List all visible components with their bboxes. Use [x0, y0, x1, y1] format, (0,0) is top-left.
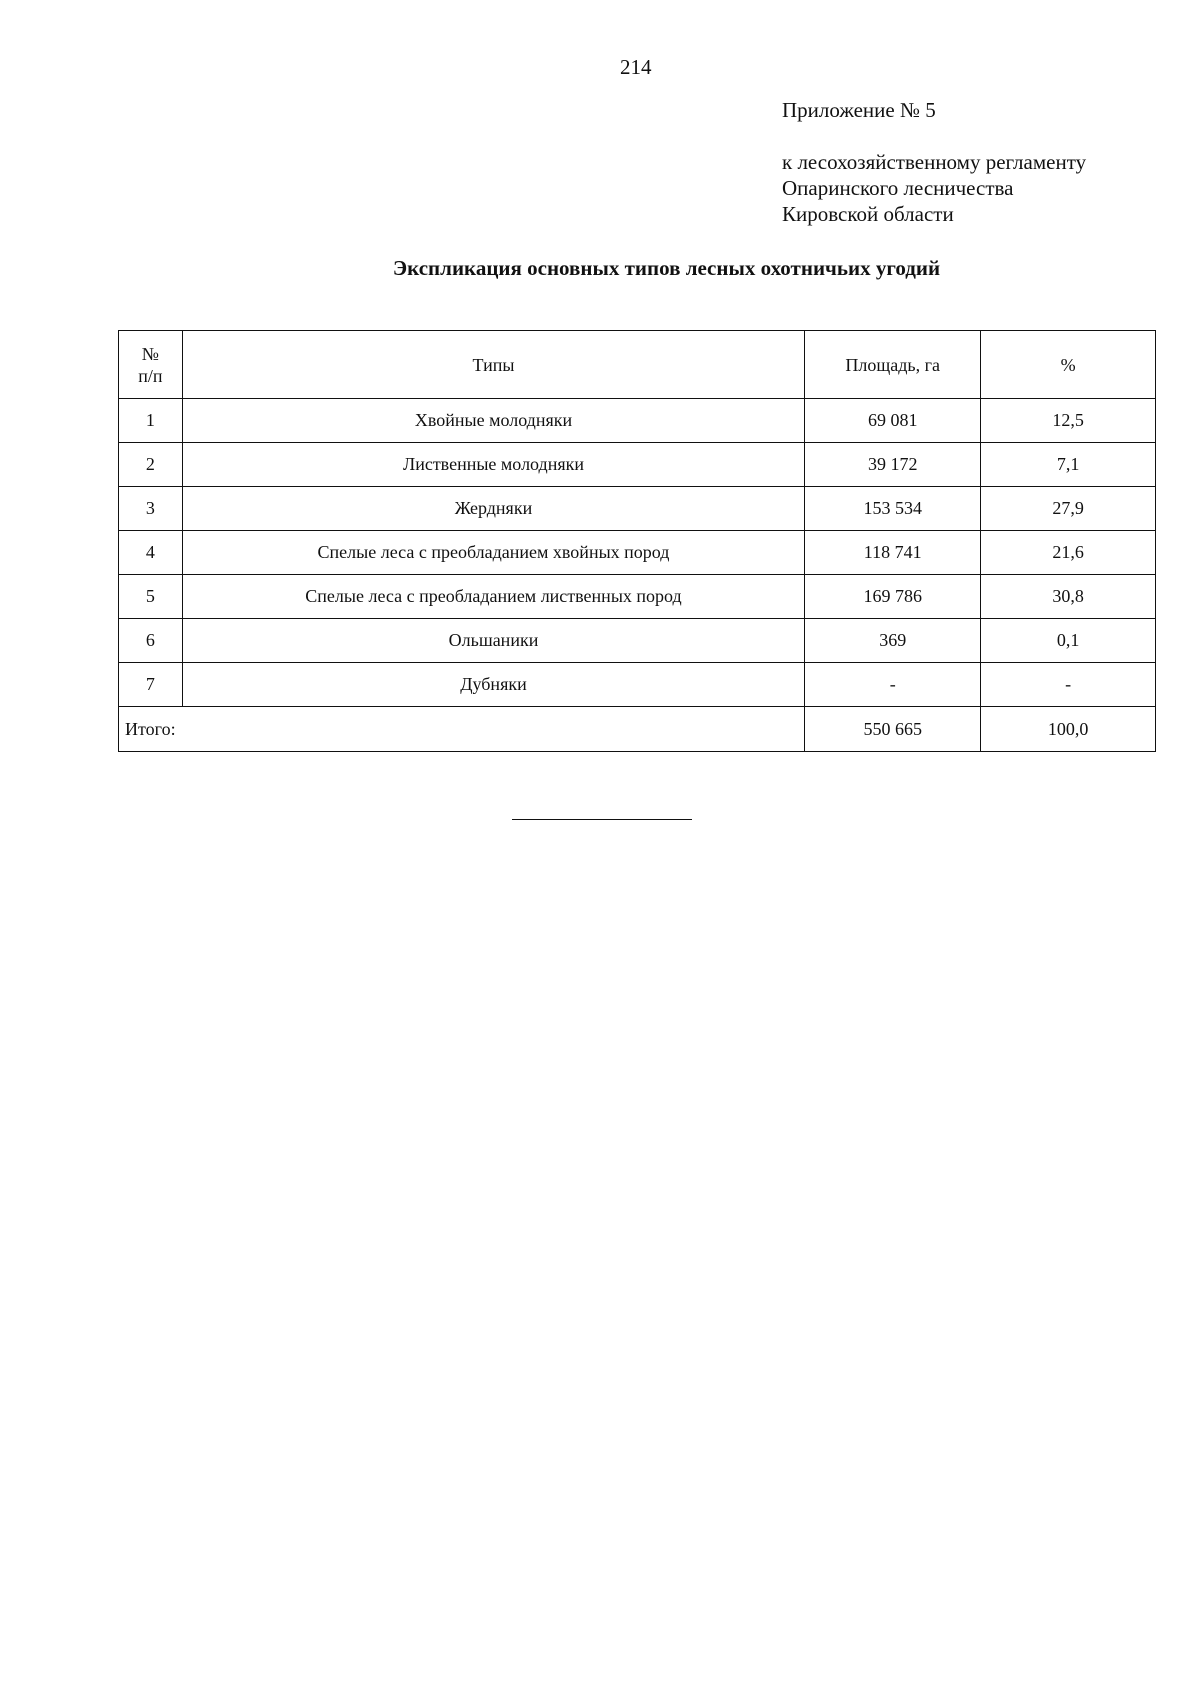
row-type: Дубняки	[182, 663, 804, 707]
row-number: 6	[119, 619, 183, 663]
row-number: 5	[119, 575, 183, 619]
row-number: 3	[119, 487, 183, 531]
header-number-line1: №	[141, 343, 159, 364]
table-row	[119, 531, 1156, 575]
appendix-line: к лесохозяйственному регламенту	[782, 150, 1087, 174]
table-row	[119, 487, 1156, 531]
total-label: Итого:	[119, 707, 805, 752]
row-area: 169 786	[805, 575, 981, 619]
row-percent: -	[981, 663, 1156, 707]
row-type: Хвойные молодняки	[182, 399, 804, 443]
row-percent: 0,1	[981, 619, 1156, 663]
header-number	[119, 331, 183, 399]
row-number: 4	[119, 531, 183, 575]
table-row	[119, 575, 1156, 619]
explication-table	[118, 330, 1156, 752]
appendix-title: Приложение № 5	[782, 98, 936, 122]
row-type: Ольшаники	[182, 619, 804, 663]
table-row	[119, 443, 1156, 487]
header-percent: %	[981, 331, 1156, 399]
row-type: Жердняки	[182, 487, 804, 531]
header-area: Площадь, га	[805, 331, 981, 399]
total-percent: 100,0	[981, 707, 1156, 752]
row-number: 2	[119, 443, 183, 487]
row-area: 153 534	[805, 487, 981, 531]
appendix-block	[782, 97, 1086, 227]
row-number: 7	[119, 663, 183, 707]
row-percent: 7,1	[981, 443, 1156, 487]
total-row	[119, 707, 1156, 752]
page-number: 214	[620, 55, 652, 79]
table-header-row	[119, 331, 1156, 399]
header-number-line2: п/п	[138, 365, 163, 386]
row-area: 39 172	[805, 443, 981, 487]
appendix-line: Опаринского лесничества	[782, 176, 1014, 200]
row-percent: 27,9	[981, 487, 1156, 531]
table-row	[119, 663, 1156, 707]
closing-rule	[512, 819, 692, 820]
row-percent: 12,5	[981, 399, 1156, 443]
row-area: 69 081	[805, 399, 981, 443]
row-area: 369	[805, 619, 981, 663]
row-percent: 30,8	[981, 575, 1156, 619]
row-type: Лиственные молодняки	[182, 443, 804, 487]
row-percent: 21,6	[981, 531, 1156, 575]
row-area: 118 741	[805, 531, 981, 575]
table-row	[119, 619, 1156, 663]
row-type: Спелые леса с преобладанием хвойных пород	[182, 531, 804, 575]
row-type: Спелые леса с преобладанием лиственных пород	[182, 575, 804, 619]
document-title: Экспликация основных типов лесных охотничьих угодий	[392, 256, 941, 280]
row-number: 1	[119, 399, 183, 443]
appendix-line: Кировской области	[782, 202, 954, 226]
table-row	[119, 399, 1156, 443]
row-area: -	[805, 663, 981, 707]
header-type: Типы	[182, 331, 804, 399]
total-area: 550 665	[805, 707, 981, 752]
